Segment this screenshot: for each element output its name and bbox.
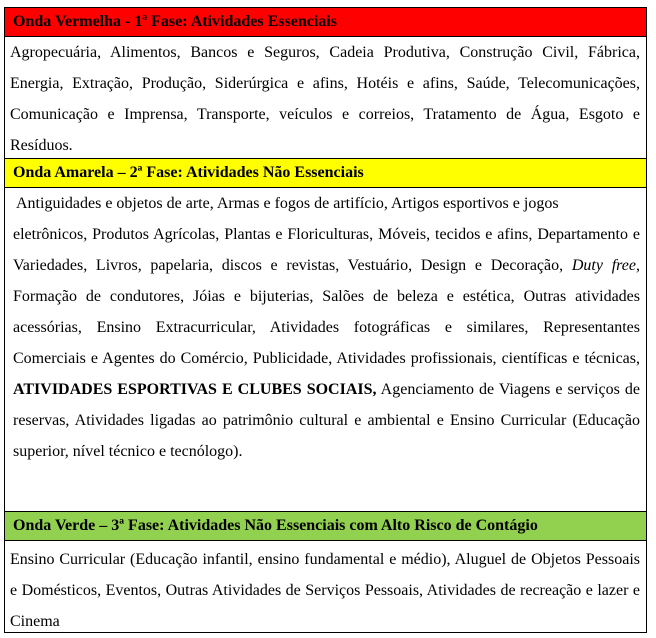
phases-table xyxy=(4,7,647,633)
yellow-wave-text-bold: ATIVIDADES ESPORTIVAS E CLUBES SOCIAIS, xyxy=(13,381,377,398)
green-wave-activities xyxy=(5,541,646,632)
green-wave-title: Onda Verde – 3ª Fase: Atividades Não Essenciais com Alto Risco de Contágio xyxy=(13,517,538,534)
yellow-wave-header xyxy=(5,159,646,188)
red-wave-text: Agropecuária, Alimentos, Bancos e Seguros, Cadeia Produtiva, Construção Civil, Fábrica, Energia, Extração, Produção, Siderúrgica e afins, Hotéis e afins, Saúde, Telecomunicações, Comunicação e Imprensa, Transporte, veículos e correios, Tratamento de Água, Esgoto e Resíduos. xyxy=(10,44,640,154)
red-wave-title: Onda Vermelha - 1ª Fase: Atividades Essenciais xyxy=(13,13,337,30)
yellow-wave-activities xyxy=(5,188,646,512)
yellow-wave-text-part3: , Formação de condutores, Jóias e bijuterias, Salões de beleza e estética, Outras atividades acessórias, Ensino Extracurricular, Atividades fotográficas e similares, Representantes Comerciais e Agentes do Comércio, Publicidade, Atividades profissionais, científicas e técnicas, xyxy=(13,257,640,367)
yellow-wave-text-part2: eletrônicos, Produtos Agrícolas, Plantas e Floriculturas, Móveis, tecidos e afins, Departamento e Variedades, Livros, papelaria, discos e revistas, Vestuário, Design e Decoração, xyxy=(13,226,640,274)
red-wave-header xyxy=(5,8,646,37)
yellow-wave-text-italic: Duty free xyxy=(571,257,636,274)
yellow-wave-text-line1: Antiguidades e objetos de arte, Armas e fogos de artifício, Artigos esportivos e jogos xyxy=(16,195,559,212)
green-wave-text: Ensino Curricular (Educação infantil, ensino fundamental e médio), Aluguel de Objetos Pessoais e Domésticos, Eventos, Outras Atividades de Serviços Pessoais, Atividades de recreação e lazer e Cinema xyxy=(10,551,640,630)
green-wave-header xyxy=(5,512,646,541)
red-wave-activities xyxy=(5,37,646,159)
yellow-wave-text-part4: Agenciamento de Viagens e serviços de reservas, Atividades ligadas ao patrimônio cultural e ambiental e Ensino Curricular (Educação superior, nível técnico e tecnólogo). xyxy=(13,381,641,460)
yellow-wave-title: Onda Amarela – 2ª Fase: Atividades Não Essenciais xyxy=(13,164,364,181)
